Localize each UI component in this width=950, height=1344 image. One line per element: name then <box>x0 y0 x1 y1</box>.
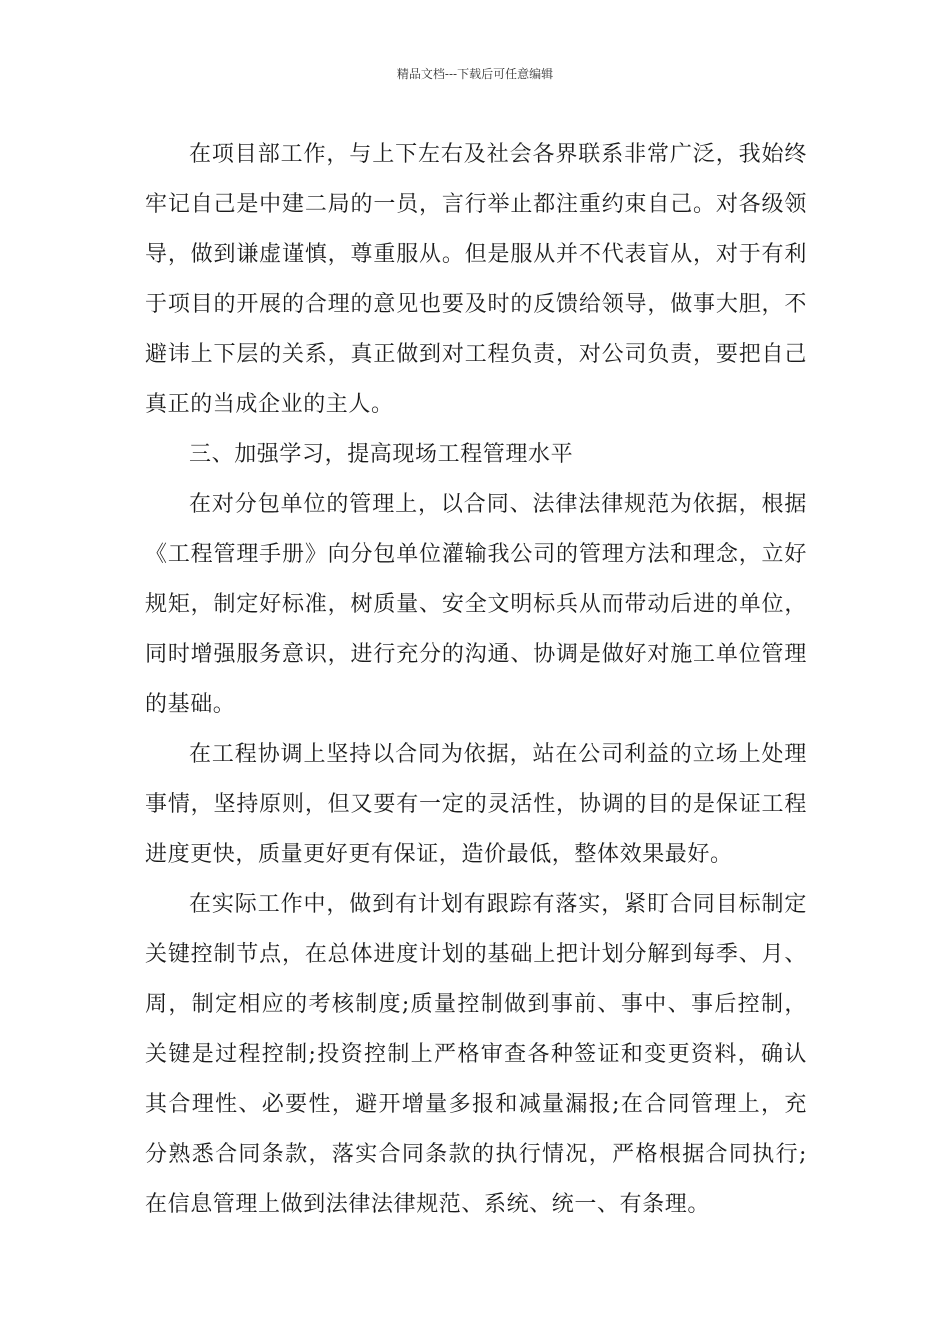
paragraph-2: 在对分包单位的管理上，以合同、法律法律规范为依据，根据《工程管理手册》向分包单位灌输我公司的管理方法和理念，立好规矩，制定好标准，树质量、安全文明标兵从而带动后进的单位，同时增强服务意识，进行充分的沟通、协调是做好对施工单位管理的基础。 <box>145 492 807 717</box>
paragraph-4: 在实际工作中，做到有计划有跟踪有落实，紧盯合同目标制定关键控制节点，在总体进度计划的基础上把计划分解到每季、月、周，制定相应的考核制度;质量控制做到事前、事中、事后控制，关键是过程控制;投资控制上严格审查各种签证和变更资料，确认其合理性、必要性，避开增量多报和减量漏报;在合同管理上，充分熟悉合同条款，落实合同条款的执行情况，严格根据合同执行;在信息管理上做到法律法律规范、系统、统一、有条理。 <box>145 892 807 1217</box>
page-header: 精品文档---下载后可任意编辑 <box>396 67 554 81</box>
section-heading: 三、加强学习，提高现场工程管理水平 <box>189 442 574 467</box>
paragraph-1: 在项目部工作，与上下左右及社会各界联系非常广泛，我始终牢记自己是中建二局的一员，言行举止都注重约束自己。对各级领导，做到谦虚谨慎，尊重服从。但是服从并不代表盲从，对于有利于项目的开展的合理的意见也要及时的反馈给领导，做事大胆，不避讳上下层的关系，真正做到对工程负责，对公司负责，要把自己真正的当成企业的主人。 <box>145 142 807 417</box>
document-body <box>145 130 807 1230</box>
paragraph-3: 在工程协调上坚持以合同为依据，站在公司利益的立场上处理事情，坚持原则，但又要有一定的灵活性，协调的目的是保证工程进度更快，质量更好更有保证，造价最低，整体效果最好。 <box>145 742 807 867</box>
